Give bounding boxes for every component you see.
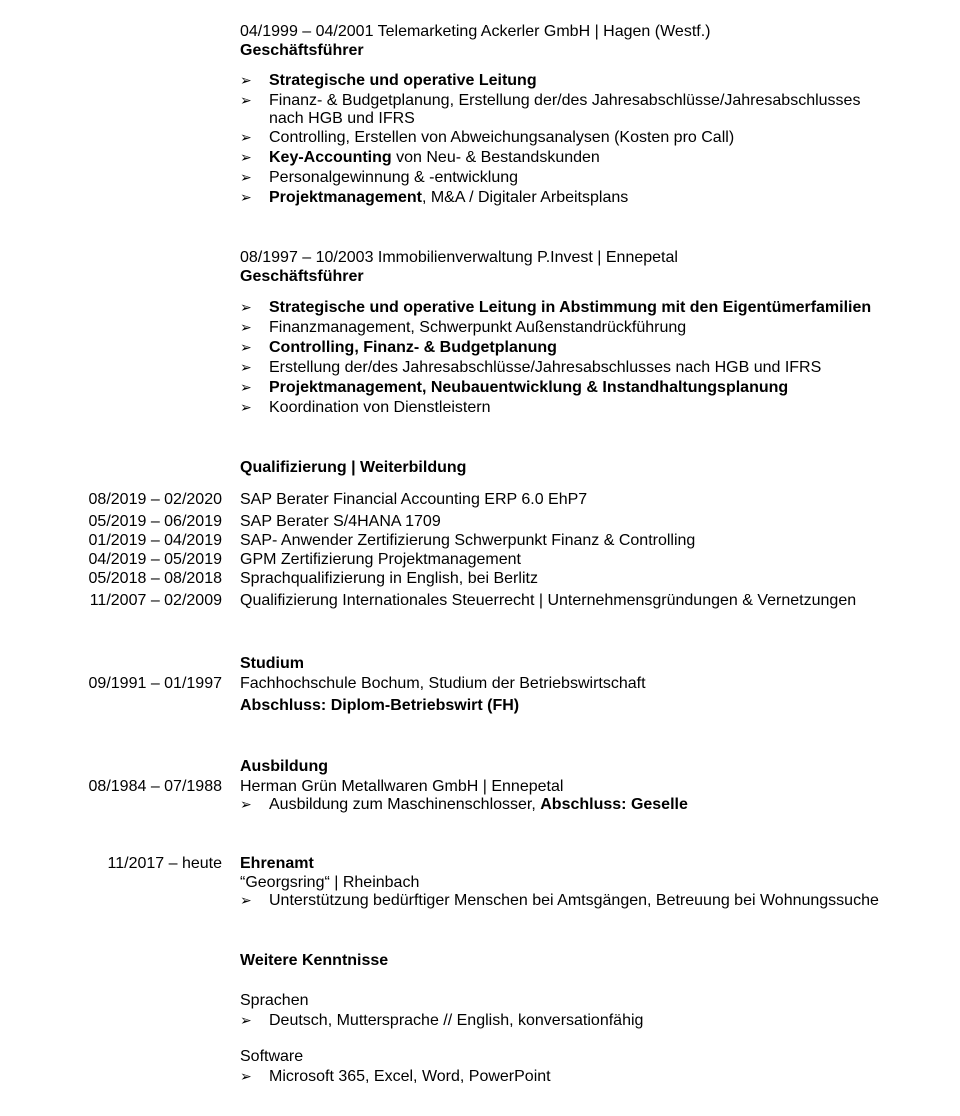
ausbildung-bullet-bold: Abschluss: Geselle xyxy=(540,796,688,813)
job1-bullet-2-line2: nach HGB und IFRS xyxy=(269,110,415,127)
studium-date: 09/1991 – 01/1997 xyxy=(88,675,222,692)
bullet-icon: ➢ xyxy=(240,399,252,415)
ausbildung-bullet xyxy=(269,795,688,814)
job1-bullet-1: Strategische und operative Leitung xyxy=(269,72,537,89)
job2-header: 08/1997 – 10/2003 Immobilienverwaltung P.Invest | Ennepetal xyxy=(240,249,678,266)
job1-bullet-5: Personalgewinnung & -entwicklung xyxy=(269,169,519,186)
studium-text: Fachhochschule Bochum, Studium der Betriebswirtschaft xyxy=(240,675,646,692)
bullet-icon: ➢ xyxy=(240,169,252,185)
qual-heading: Qualifizierung | Weiterbildung xyxy=(240,459,467,476)
job1-bullet-4-bold: Key-Accounting xyxy=(269,149,392,166)
ehrenamt-org: “Georgsring“ | Rheinbach xyxy=(240,874,420,891)
job1-bullet-6-bold: Projektmanagement xyxy=(269,189,422,206)
ehrenamt-date: 11/2017 – heute xyxy=(107,855,222,872)
job1-bullet-2-line1: Finanz- & Budgetplanung, Erstellung der/des Jahresabschlüsse/Jahresabschlusses xyxy=(269,92,861,109)
bullet-icon: ➢ xyxy=(240,299,252,315)
job1-bullet-3: Controlling, Erstellen von Abweichungsanalysen (Kosten pro Call) xyxy=(269,129,735,146)
qual-date: 05/2019 – 06/2019 xyxy=(88,513,222,530)
qual-date: 08/2019 – 02/2020 xyxy=(88,491,222,508)
ausbildung-date: 08/1984 – 07/1988 xyxy=(88,778,222,795)
sprachen-bullet: Deutsch, Muttersprache // English, konversationfähig xyxy=(269,1012,644,1029)
ausbildung-heading: Ausbildung xyxy=(240,758,328,775)
bullet-icon: ➢ xyxy=(240,319,252,335)
qual-date: 01/2019 – 04/2019 xyxy=(88,532,222,549)
job1-bullet-6-rest: , M&A / Digitaler Arbeitsplans xyxy=(421,189,629,206)
ausbildung-text: Herman Grün Metallwaren GmbH | Ennepetal xyxy=(240,778,564,795)
qual-text: SAP Berater Financial Accounting ERP 6.0 EhP7 xyxy=(240,491,588,508)
bullet-icon: ➢ xyxy=(240,796,252,812)
bullet-icon: ➢ xyxy=(240,149,252,165)
job2-bullet-1: Strategische und operative Leitung in Abstimmung mit den Eigentümerfamilien xyxy=(269,299,872,316)
bullet-icon: ➢ xyxy=(240,892,252,908)
job1-bullet-4 xyxy=(269,148,600,167)
job2-bullet-2: Finanzmanagement, Schwerpunkt Außenstandrückführung xyxy=(269,319,687,336)
job2-bullet-3: Controlling, Finanz- & Budgetplanung xyxy=(269,339,557,356)
bullet-icon: ➢ xyxy=(240,189,252,205)
qual-text: SAP Berater S/4HANA 1709 xyxy=(240,513,441,530)
bullet-icon: ➢ xyxy=(240,1012,252,1028)
studium-degree: Abschluss: Diplom-Betriebswirt (FH) xyxy=(240,697,520,714)
qual-text: SAP- Anwender Zertifizierung Schwerpunkt Finanz & Controlling xyxy=(240,532,696,549)
job1-header: 04/1999 – 04/2001 Telemarketing Ackerler GmbH | Hagen (Westf.) xyxy=(240,23,711,40)
job1-bullet-4-rest: von Neu- & Bestandskunden xyxy=(391,149,600,166)
bullet-icon: ➢ xyxy=(240,129,252,145)
bullet-icon: ➢ xyxy=(240,379,252,395)
bullet-icon: ➢ xyxy=(240,1068,252,1084)
qual-text: Sprachqualifizierung in English, bei Berlitz xyxy=(240,570,538,587)
studium-heading: Studium xyxy=(240,655,304,672)
bullet-icon: ➢ xyxy=(240,339,252,355)
software-bullet: Microsoft 365, Excel, Word, PowerPoint xyxy=(269,1068,551,1085)
kenntnisse-heading: Weitere Kenntnisse xyxy=(240,952,389,969)
job2-bullet-4: Erstellung der/des Jahresabschlüsse/Jahresabschlusses nach HGB und IFRS xyxy=(269,359,822,376)
job1-bullet-6 xyxy=(269,188,628,207)
ehrenamt-bullet: Unterstützung bedürftiger Menschen bei Amtsgängen, Betreuung bei Wohnungssuche xyxy=(269,892,879,909)
qual-text: Qualifizierung Internationales Steuerrecht | Unternehmensgründungen & Vernetzungen xyxy=(240,592,857,609)
job2-bullet-6: Koordination von Dienstleistern xyxy=(269,399,491,416)
software-label: Software xyxy=(240,1048,304,1065)
job2-bullet-5: Projektmanagement, Neubauentwicklung & Instandhaltungsplanung xyxy=(269,379,789,396)
bullet-icon: ➢ xyxy=(240,92,252,108)
ausbildung-bullet-rest: Ausbildung zum Maschinenschlosser, xyxy=(269,796,541,813)
qual-date: 11/2007 – 02/2009 xyxy=(89,592,222,609)
qual-date: 04/2019 – 05/2019 xyxy=(88,551,222,568)
bullet-icon: ➢ xyxy=(240,72,252,88)
job1-role: Geschäftsführer xyxy=(240,42,364,59)
ehrenamt-heading: Ehrenamt xyxy=(240,855,314,872)
sprachen-label: Sprachen xyxy=(240,992,309,1009)
qual-date: 05/2018 – 08/2018 xyxy=(88,570,222,587)
job2-role: Geschäftsführer xyxy=(240,268,364,285)
qual-text: GPM Zertifizierung Projektmanagement xyxy=(240,551,521,568)
bullet-icon: ➢ xyxy=(240,359,252,375)
